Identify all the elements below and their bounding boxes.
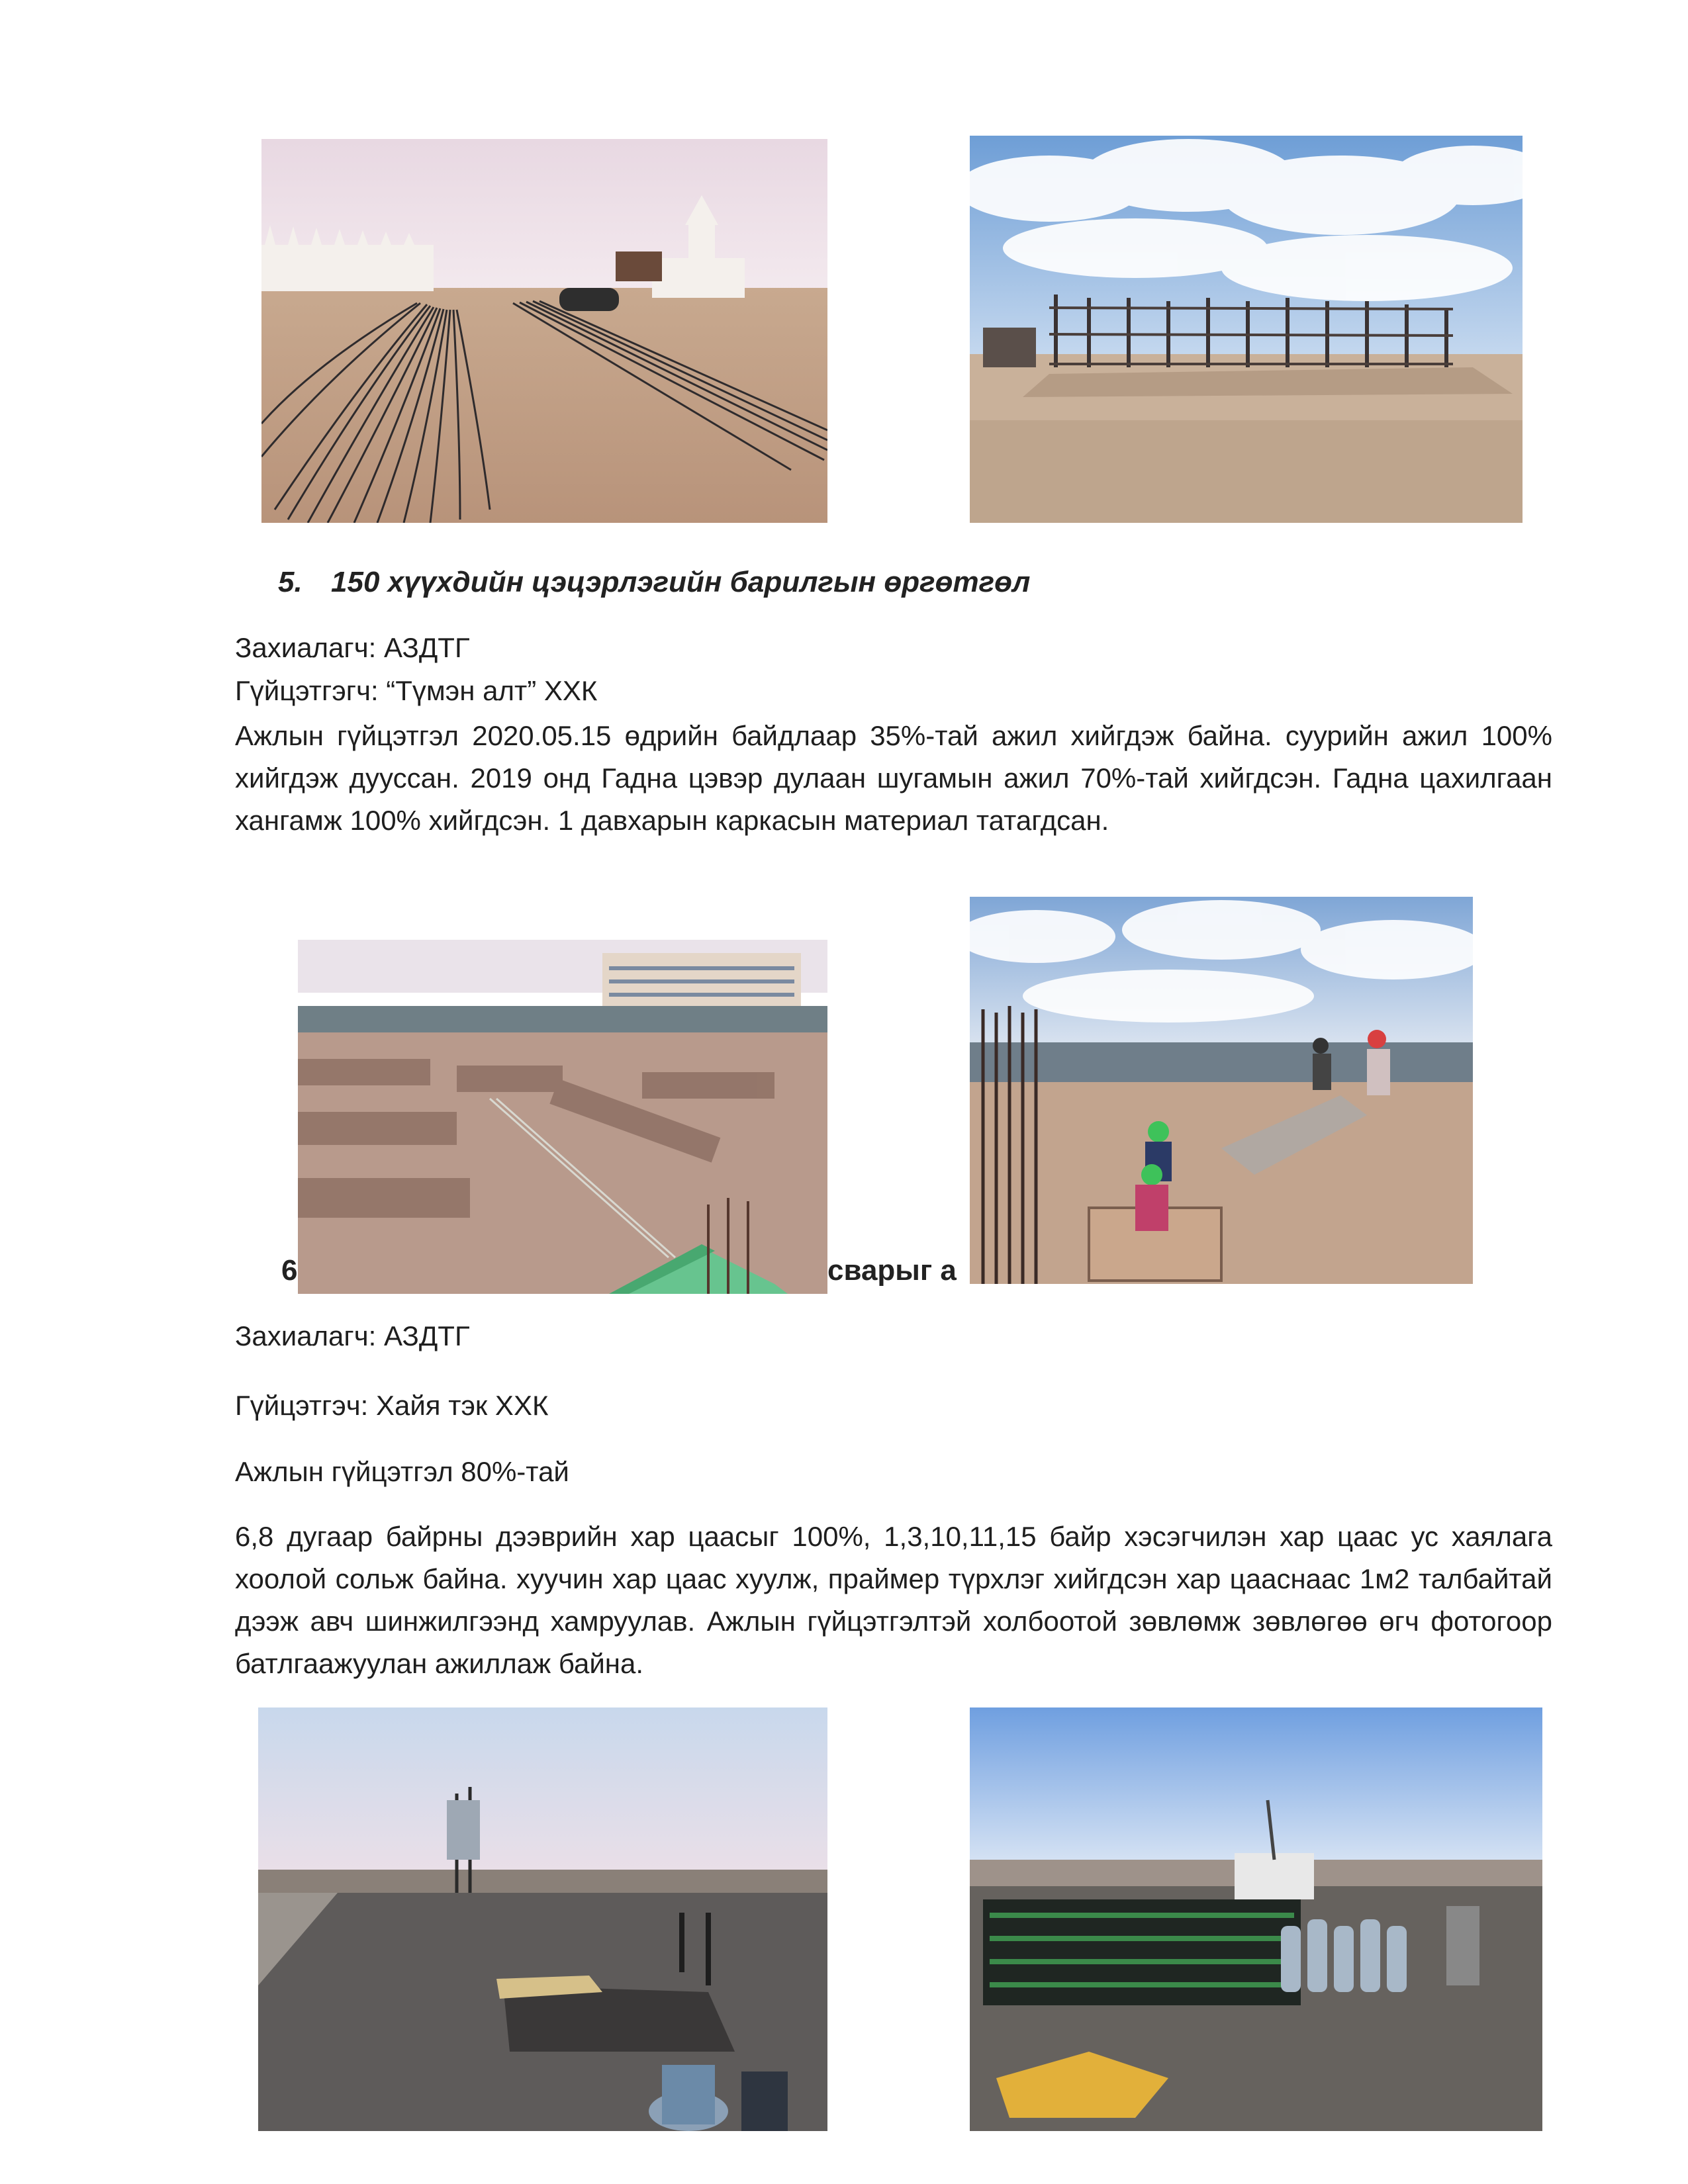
photo-concrete-work bbox=[970, 897, 1473, 1284]
section-6-progress: Ажлын гүйцэтгэл 80%-тай bbox=[235, 1456, 569, 1487]
photo-building-frame bbox=[970, 136, 1523, 523]
section-6-number-fragment: 6 bbox=[281, 1254, 298, 1287]
section-6-description-text: 6,8 дугаар байрны дээврийн хар цаасыг 100%, 1,3,10,11,15 байр хэсэгчилэн хар цаас ус хаялага хоолой сольж байна. хуучин хар цаас хуулж, праймер түрхлэг хийгдсэн хар цааснаас 1м2 талбайтай дээж авч шинжилгээнд хамруулав. Ажлын гүйцэтгэлтэй холбоотой зөвлөмж зөвлөгөө өгч фотогоор батлгаажуулан ажиллаж байна. bbox=[235, 1521, 1552, 1679]
photo-roof-antenna bbox=[258, 1707, 827, 2131]
section-5-description-text: Ажлын гүйцэтгэл 2020.05.15 өдрийн байдлаар 35%-тай ажил хийгдэж байна. суурийн ажил 100% хийгдэж дууссан. 2019 онд Гадна цэвэр дулаан шугамын ажил 70%-тай хийгдсэн. Гадна цахилгаан хангамж 100% хийгдсэн. 1 давхарын каркасын материал татагдсан. bbox=[235, 720, 1552, 836]
photo-foundation-excavation bbox=[298, 940, 827, 1294]
section-6-contractor: Гүйцэтгэч: Хайя тэк ХХК bbox=[235, 1390, 549, 1421]
photo-roofing-material bbox=[970, 1707, 1542, 2131]
section-5-heading bbox=[278, 566, 1030, 599]
section-6-description bbox=[235, 1516, 1552, 1685]
section-5-number: 5. bbox=[278, 566, 303, 598]
section-5-title: 150 хүүхдийн цэцэрлэгийн барилгын өргөтгөл bbox=[331, 566, 1031, 598]
section-6-customer: Захиалагч: АЗДТГ bbox=[235, 1320, 470, 1351]
section-5-contractor: Гүйцэтгэгч: “Түмэн алт” ХХК bbox=[235, 675, 598, 706]
photo-rebar-on-ground bbox=[261, 139, 827, 523]
section-5-customer: Захиалагч: АЗДТГ bbox=[235, 632, 470, 663]
section-6-title-fragment: сварыг а bbox=[827, 1254, 957, 1287]
section-5-description bbox=[235, 715, 1552, 842]
